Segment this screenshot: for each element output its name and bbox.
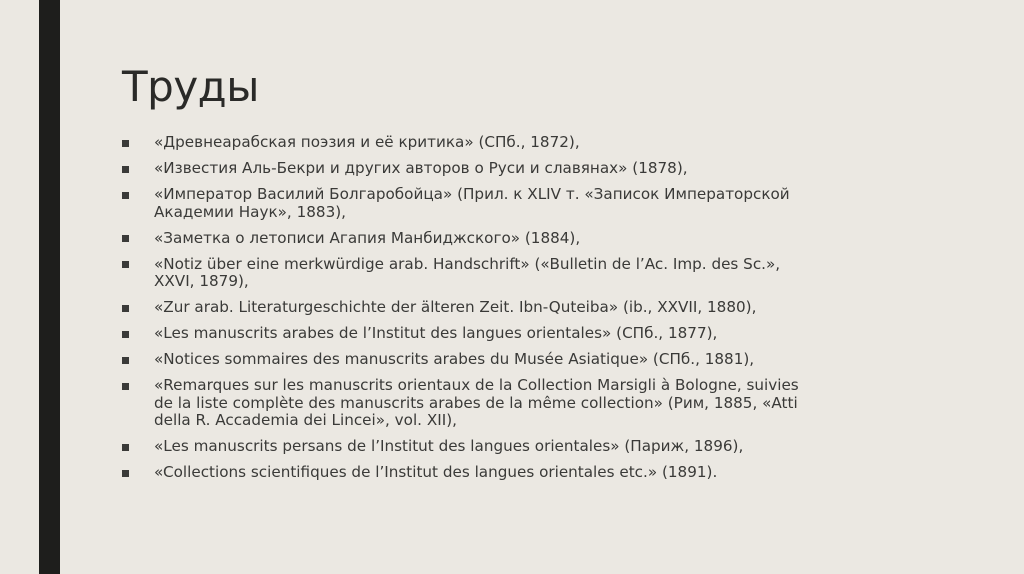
list-item — [122, 464, 822, 482]
square-bullet-icon — [122, 331, 129, 338]
square-bullet-icon — [122, 140, 129, 147]
list-item — [122, 377, 822, 430]
list-item-text: «Император Василий Болгаробойца» (Прил. к XLIV т. «Записок Императорской Академии Наук», 1883), — [154, 185, 790, 221]
list-item-text: «Les manuscrits persans de l’Institut des langues orientales» (Париж, 1896), — [154, 437, 744, 455]
list-item — [122, 351, 822, 369]
list-item-text: «Zur arab. Literaturgeschichte der älteren Zeit. Ibn-Quteiba» (ib., XXVII, 1880), — [154, 298, 757, 316]
square-bullet-icon — [122, 166, 129, 173]
list-item-text: «Notices sommaires des manuscrits arabes du Musée Asiatique» (СПб., 1881), — [154, 350, 755, 368]
list-item — [122, 325, 822, 343]
list-item-text: «Notiz über eine merkwürdige arab. Handschrift» («Bulletin de l’Ac. Imp. des Sc.», XXVI, 1879), — [154, 254, 781, 290]
list-item-text: «Известия Аль-Бекри и других авторов о Руси и славянах» (1878), — [154, 159, 688, 177]
slide-title: Труды — [122, 62, 259, 111]
square-bullet-icon — [122, 305, 129, 312]
square-bullet-icon — [122, 235, 129, 242]
square-bullet-icon — [122, 383, 129, 390]
square-bullet-icon — [122, 261, 129, 268]
list-item — [122, 186, 822, 221]
list-item — [122, 160, 822, 178]
square-bullet-icon — [122, 444, 129, 451]
list-item-text: «Заметка о летописи Агапия Манбиджского» (1884), — [154, 228, 581, 247]
list-item — [122, 230, 822, 248]
square-bullet-icon — [122, 357, 129, 364]
list-item — [122, 299, 822, 317]
list-item-text: «Древнеарабская поэзия и её критика» (СПб., 1872), — [154, 133, 580, 151]
square-bullet-icon — [122, 470, 129, 477]
square-bullet-icon — [122, 192, 129, 199]
list-item-text: «Les manuscrits arabes de l’Institut des langues orientales» (СПб., 1877), — [154, 324, 718, 342]
list-item — [122, 438, 822, 456]
accent-bar — [39, 0, 60, 574]
list-item — [122, 134, 822, 152]
list-item-text: «Remarques sur les manuscrits orientaux de la Collection Marsigli à Bologne, suivies de la liste complète des manuscrits arabes de la même collection» (Рим, 1885, «Atti della R. Accademia dei Lincei», vol. XII), — [154, 376, 799, 429]
list-item — [122, 256, 822, 291]
works-list — [122, 134, 822, 490]
list-item-text: «Collections scientifiques de l’Institut des langues orientales etc.» (1891). — [154, 463, 718, 481]
